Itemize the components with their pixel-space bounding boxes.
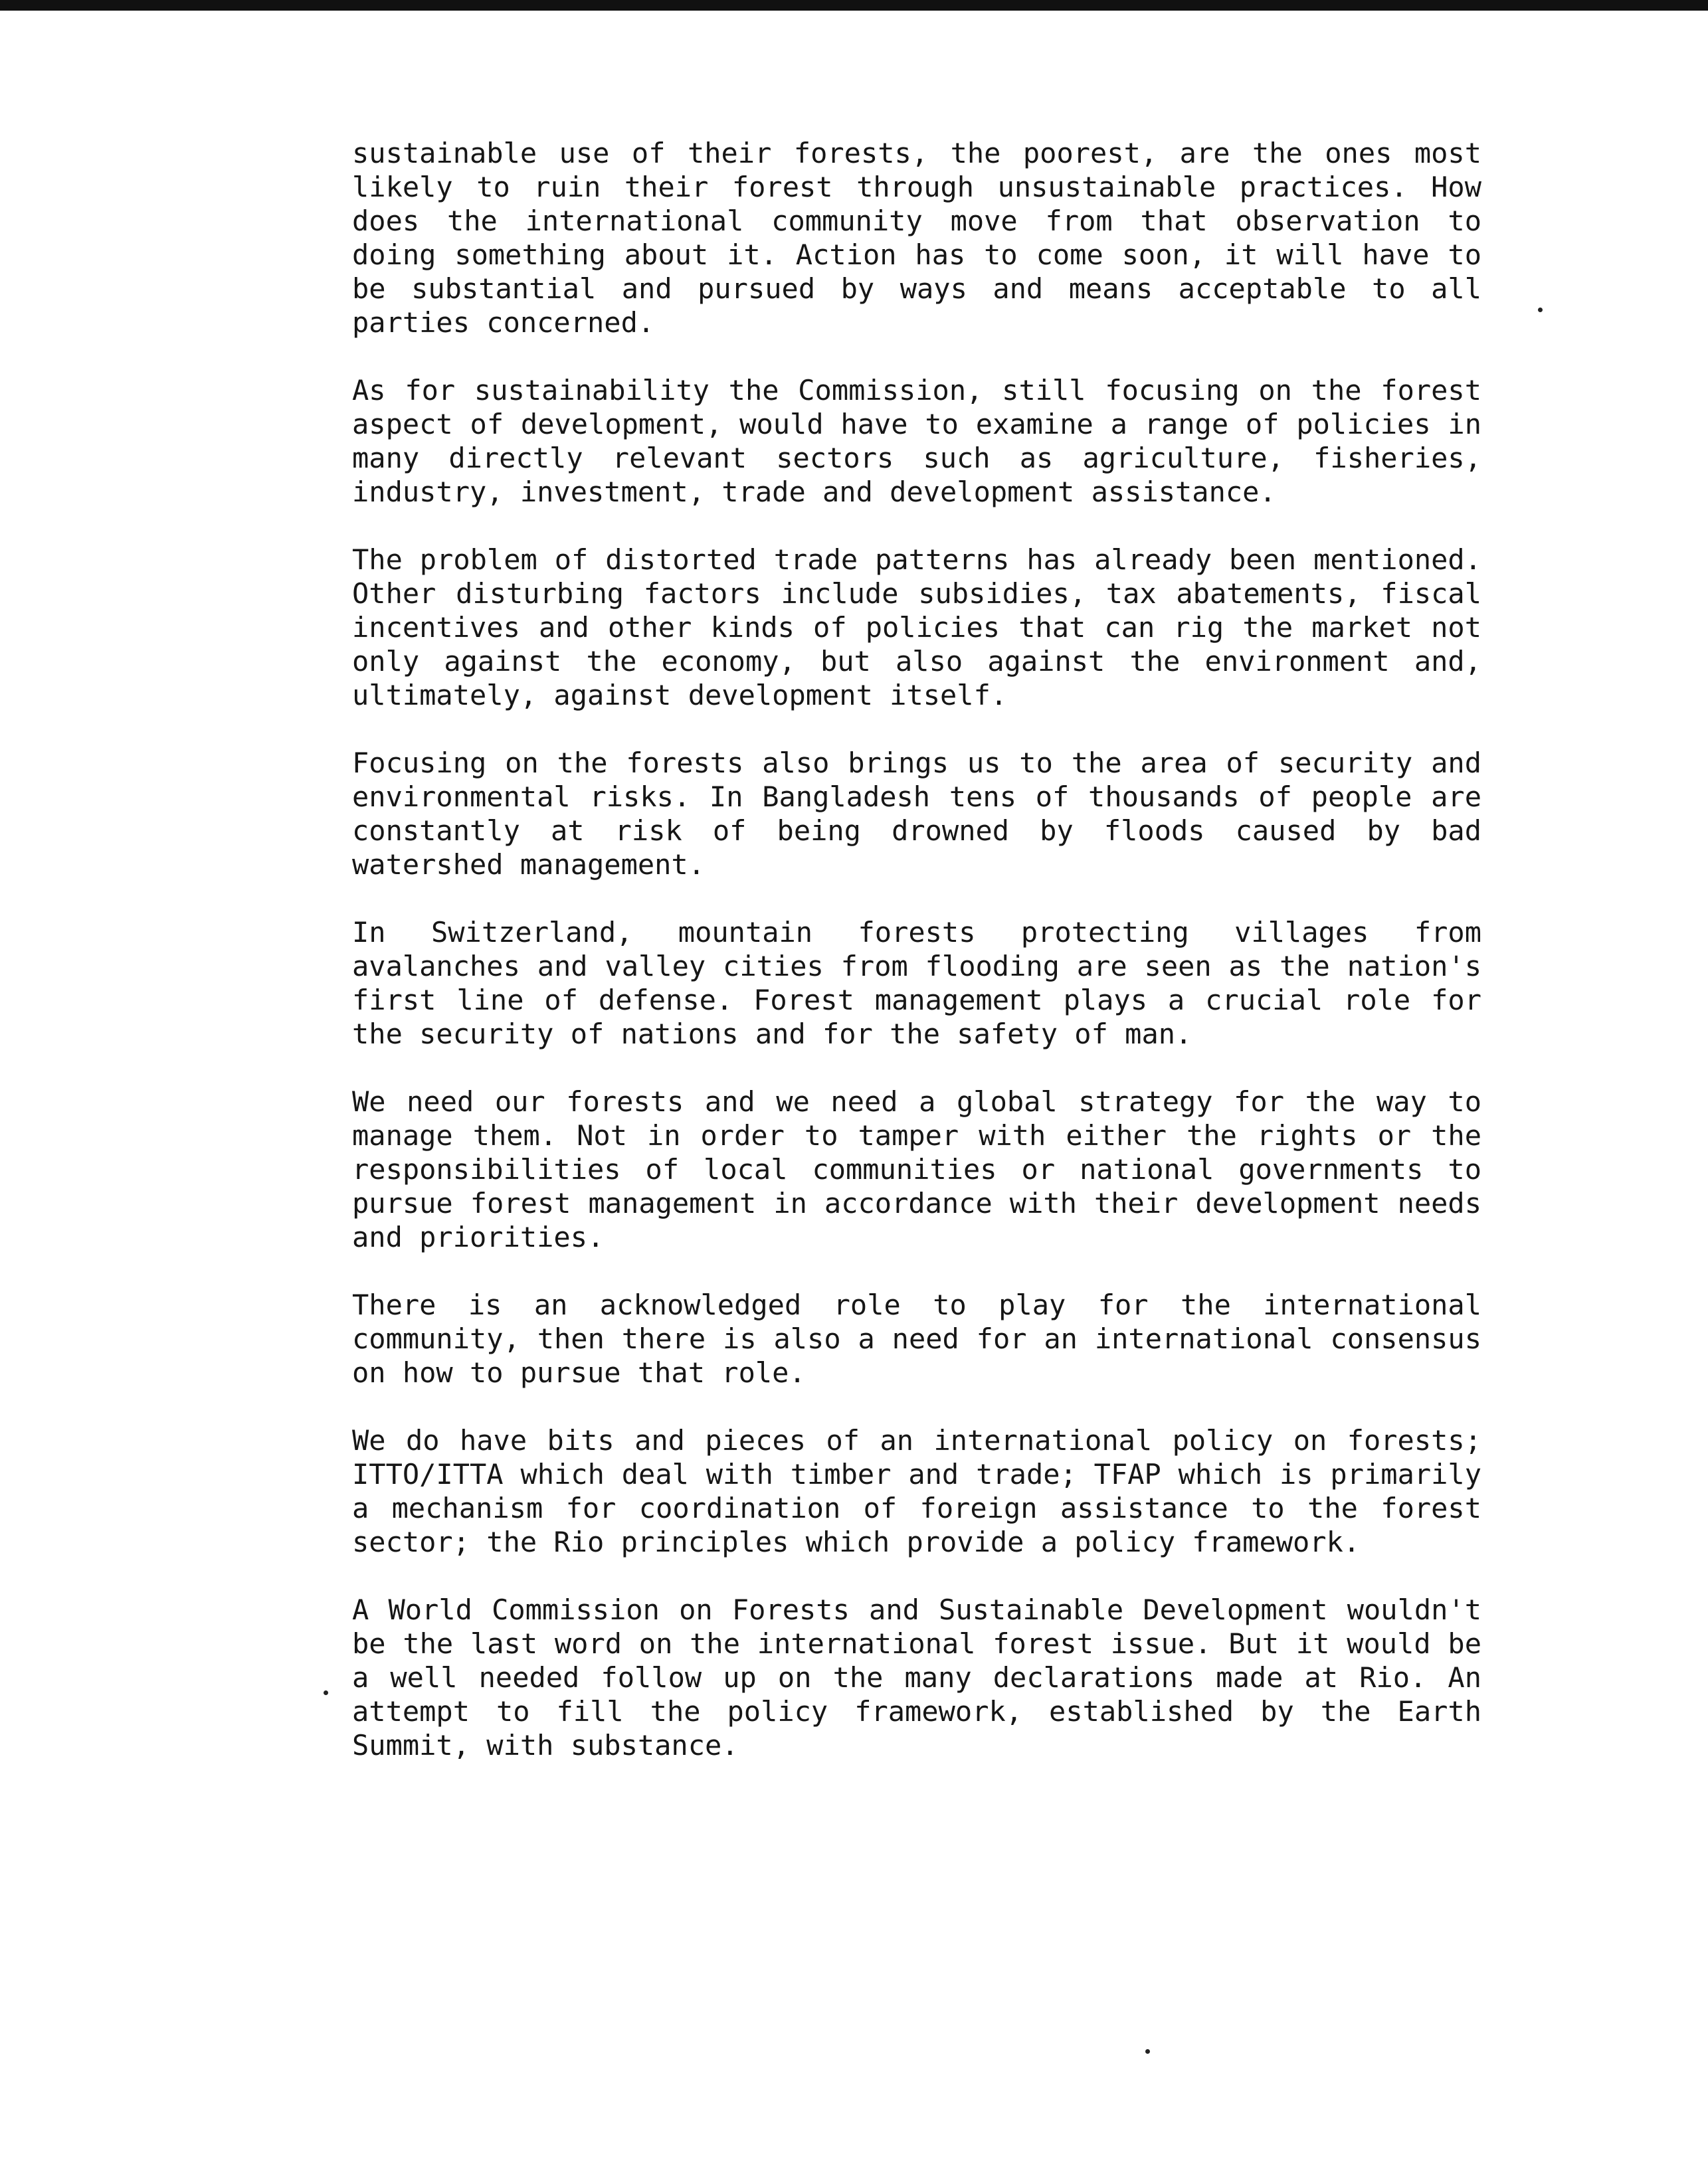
- paragraph-4: Focusing on the forests also brings us to the area of security and environmental risks. In Bangladesh tens of thousands of people are constantly at risk of being drowned by floods caused by bad watershed management.: [352, 747, 1481, 881]
- paragraph-9: A World Commission on Forests and Sustainable Development wouldn't be the last word on the international forest issue. But it would be a well needed follow up on the many declarations made at Rio. An attempt to fill the policy framework, established by the Earth Summit, with substance.: [352, 1593, 1481, 1762]
- paragraph-6: We need our forests and we need a global strategy for the way to manage them. Not in order to tamper with either the rights or the responsibilities of local communities or national governments to pursue forest management in accordance with their development needs and priorities.: [352, 1085, 1481, 1253]
- scan-speck-left: [324, 1690, 328, 1695]
- paragraph-8: We do have bits and pieces of an international policy on forests; ITTO/ITTA which deal with timber and trade; TFAP which is primarily a mechanism for coordination of foreign assistance to the forest sector; the Rio principles which provide a policy framework.: [352, 1424, 1481, 1558]
- scan-speck-right: [1538, 308, 1543, 312]
- scan-speck-bottom: [1145, 2049, 1150, 2054]
- paragraph-5: In Switzerland, mountain forests protecting villages from avalanches and valley cities from flooding are seen as the nation's first line of defense. Forest management plays a crucial role for the security of nations and for the safety of man.: [352, 916, 1481, 1050]
- paragraph-7: There is an acknowledged role to play for the international community, then there is also a need for an international consensus on how to pursue that role.: [352, 1289, 1481, 1389]
- paragraph-2: As for sustainability the Commission, still focusing on the forest aspect of development, would have to examine a range of policies in many directly relevant sectors such as agriculture, fisheries, industry, investment, trade and development assistance.: [352, 374, 1481, 508]
- paragraph-1: sustainable use of their forests, the poorest, are the ones most likely to ruin their forest through unsustainable practices. How does the international community move from that observation to doing something about it. Action has to come soon, it will have to be substantial and pursued by ways and means acceptable to all parties concerned.: [352, 137, 1481, 339]
- document-body: [352, 136, 1481, 1762]
- top-scan-rule: [0, 0, 1708, 11]
- paragraph-3: The problem of distorted trade patterns has already been mentioned. Other disturbing factors include subsidies, tax abatements, fiscal incentives and other kinds of policies that can rig the market not only against the economy, but also against the environment and, ultimately, against development itself.: [352, 543, 1481, 711]
